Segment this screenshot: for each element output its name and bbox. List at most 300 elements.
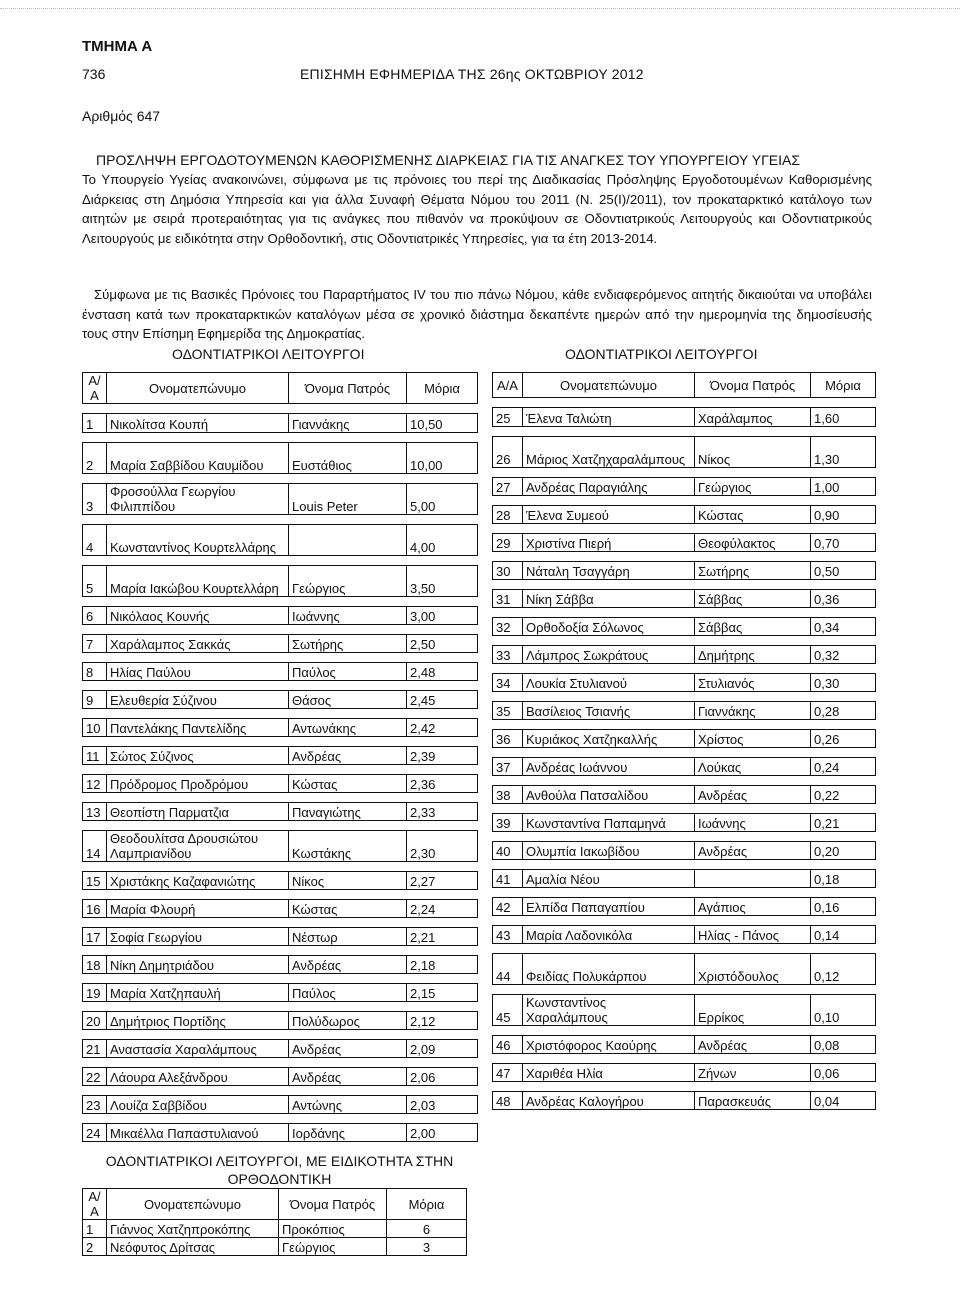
cell-points: 0,32: [811, 646, 876, 664]
table-row: [493, 730, 876, 748]
scan-edge: [0, 0, 960, 9]
cell-points: 1,30: [811, 437, 876, 468]
cell-father: Σωτήρης: [695, 562, 811, 580]
cell-aa: 41: [493, 870, 523, 888]
orthodontics-body: [83, 1220, 467, 1256]
cell-aa: 27: [493, 478, 523, 496]
cell-name: Νεόφυτος Δρίτσας: [107, 1238, 279, 1256]
table-row: [493, 1092, 876, 1110]
row-spacer: [493, 1054, 876, 1064]
row-spacer: [83, 946, 478, 956]
col-header-aa: Α/Α: [83, 1189, 107, 1220]
table-row: [83, 484, 478, 515]
cell-father: Παύλος: [289, 984, 407, 1002]
cell-aa: 2: [83, 443, 107, 474]
cell-aa: 1: [83, 1220, 107, 1238]
cell-aa: 40: [493, 842, 523, 860]
cell-points: 1,60: [811, 408, 876, 427]
row-spacer-cell: [83, 709, 478, 719]
cell-points: 0,04: [811, 1092, 876, 1110]
table-row: [83, 719, 478, 737]
cell-points: 2,36: [407, 775, 478, 793]
cell-aa: 47: [493, 1064, 523, 1082]
table-row: [83, 984, 478, 1002]
cell-aa: 10: [83, 719, 107, 737]
row-spacer: [493, 398, 876, 408]
cell-points: 0,26: [811, 730, 876, 748]
cell-points: 2,27: [407, 872, 478, 890]
cell-name: Μαρία Σαββίδου Καυμίδου: [107, 443, 289, 474]
cell-aa: 1: [83, 414, 107, 433]
cell-father: Ανδρέας: [289, 1040, 407, 1058]
cell-name: Μαρία Λαδονικόλα: [523, 926, 695, 944]
cell-points: 0,28: [811, 702, 876, 720]
table-row: [83, 1012, 478, 1030]
row-spacer-cell: [83, 1114, 478, 1124]
row-spacer: [83, 821, 478, 831]
cell-name: Ελευθερία Σύζινου: [107, 691, 289, 709]
cell-father: Κώστας: [695, 506, 811, 524]
table-row: [83, 900, 478, 918]
col-header-aa: Α/Α: [83, 373, 107, 404]
table-row: [493, 618, 876, 636]
cell-points: 2,15: [407, 984, 478, 1002]
cell-aa: 26: [493, 437, 523, 468]
row-spacer-cell: [493, 524, 876, 534]
row-spacer: [83, 1086, 478, 1096]
row-spacer: [83, 1058, 478, 1068]
table-row: [493, 702, 876, 720]
left-table-title: ΟΔΟΝΤΙΑΤΡΙΚΟΙ ΛΕΙΤΟΥΡΓΟΙ: [172, 346, 365, 362]
cell-aa: 35: [493, 702, 523, 720]
cell-name: Κυριάκος Χατζηκαλλής: [523, 730, 695, 748]
row-spacer-cell: [493, 692, 876, 702]
cell-name: Ορθοδοξία Σόλωνος: [523, 618, 695, 636]
row-spacer: [493, 944, 876, 954]
cell-name: Μαρία Χατζηπαυλή: [107, 984, 289, 1002]
cell-name: Ελπίδα Παπαγαπίου: [523, 898, 695, 916]
cell-father: Στυλιανός: [695, 674, 811, 692]
cell-father: Δημήτρης: [695, 646, 811, 664]
table-row: [83, 414, 478, 433]
cell-points: 2,21: [407, 928, 478, 946]
row-spacer: [83, 681, 478, 691]
table-row: [83, 1238, 467, 1256]
cell-father: [695, 870, 811, 888]
cell-father: Λούκας: [695, 758, 811, 776]
row-spacer-cell: [83, 862, 478, 872]
row-spacer-cell: [83, 918, 478, 928]
row-spacer: [493, 580, 876, 590]
cell-points: 0,36: [811, 590, 876, 608]
col-header-father: Όνομα Πατρός: [289, 373, 407, 404]
cell-aa: 20: [83, 1012, 107, 1030]
cell-father: Ζήνων: [695, 1064, 811, 1082]
row-spacer: [83, 1114, 478, 1124]
cell-name: Χαράλαμπος Σακκάς: [107, 635, 289, 653]
row-spacer-cell: [493, 608, 876, 618]
cell-aa: 30: [493, 562, 523, 580]
cell-aa: 25: [493, 408, 523, 427]
cell-father: Ιορδάνης: [289, 1124, 407, 1142]
cell-father: Χριστόδουλος: [695, 954, 811, 985]
cell-points: 3,00: [407, 607, 478, 625]
table-row: [83, 663, 478, 681]
cell-aa: 36: [493, 730, 523, 748]
table-row: [493, 478, 876, 496]
table-row: [493, 898, 876, 916]
table-row: [83, 956, 478, 974]
cell-name: Αναστασία Χαραλάμπους: [107, 1040, 289, 1058]
cell-name: Αμαλία Νέου: [523, 870, 695, 888]
cell-aa: 17: [83, 928, 107, 946]
applicants-table-left: [82, 372, 478, 1142]
row-spacer-cell: [83, 765, 478, 775]
cell-father: Σάββας: [695, 590, 811, 608]
row-spacer-cell: [83, 653, 478, 663]
row-spacer: [83, 433, 478, 443]
table-row: [493, 562, 876, 580]
row-spacer: [493, 1082, 876, 1092]
row-spacer: [83, 404, 478, 414]
cell-name: Ολυμπία Ιακωβίδου: [523, 842, 695, 860]
cell-father: Χρίστος: [695, 730, 811, 748]
row-spacer: [83, 556, 478, 566]
cell-father: Σάββας: [695, 618, 811, 636]
row-spacer-cell: [493, 944, 876, 954]
cell-points: 3: [387, 1238, 467, 1256]
cell-aa: 5: [83, 566, 107, 597]
orthodontics-table-title: ΟΔΟΝΤΙΑΤΡΙΚΟΙ ΛΕΙΤΟΥΡΓΟΙ, ΜΕ ΕΙΔΙΚΟΤΗΤΑ ΣΤΗΝ ΟΡΘΟΔΟΝΤΙΚΗ: [105, 1153, 454, 1187]
cell-aa: 31: [493, 590, 523, 608]
cell-aa: 15: [83, 872, 107, 890]
cell-aa: 14: [83, 831, 107, 862]
row-spacer-cell: [493, 888, 876, 898]
row-spacer: [493, 608, 876, 618]
notice-heading: ΠΡΟΣΛΗΨΗ ΕΡΓΟΔΟΤΟΥΜΕΝΩΝ ΚΑΘΟΡΙΣΜΕΝΗΣ ΔΙΑΡΚΕΙΑΣ ΓΙΑ ΤΙΣ ΑΝΑΓΚΕΣ ΤΟΥ ΥΠΟΥΡΓΕΙΟΥ ΥΓΕΙΑΣ: [96, 152, 800, 168]
cell-points: 2,50: [407, 635, 478, 653]
cell-father: Σωτήρης: [289, 635, 407, 653]
row-spacer-cell: [493, 1026, 876, 1036]
table-row: [493, 995, 876, 1026]
row-spacer-cell: [493, 664, 876, 674]
cell-aa: 44: [493, 954, 523, 985]
row-spacer: [83, 737, 478, 747]
cell-aa: 6: [83, 607, 107, 625]
row-spacer: [83, 765, 478, 775]
table-row: [83, 443, 478, 474]
row-spacer-cell: [83, 1058, 478, 1068]
cell-name: Ανθούλα Πατσαλίδου: [523, 786, 695, 804]
cell-aa: 4: [83, 525, 107, 556]
cell-points: 0,90: [811, 506, 876, 524]
cell-father: Χαράλαμπος: [695, 408, 811, 427]
cell-points: 2,06: [407, 1068, 478, 1086]
cell-name: Ηλίας Παύλου: [107, 663, 289, 681]
row-spacer-cell: [493, 398, 876, 408]
intro-paragraph: Το Υπουργείο Υγείας ανακοινώνει, σύμφωνα με τις πρόνοιες του περί της Διαδικασίας Πρόσληψης Εργοδοτουμένων Καθορισμένης Διάρκειας στη Δημόσια Υπηρεσία και για άλλα Συναφή Θέματα Νόμου του 2011 (Ν. 25(Ι)/2011), τον προκαταρκτικό κατάλογο των αιτητών με σειρά προτεραιότητας για τις ανάγκες που πιθανόν να προκύψουν σε Οδοντιατρικούς Λειτουργούς και Οδοντιατρικούς Λειτουργούς με ειδικότητα στην Ορθοδοντική, στις Οδοντιατρικές Υπηρεσίες, για τα έτη 2013-2014.: [82, 172, 872, 246]
cell-points: 0,50: [811, 562, 876, 580]
table-row: [83, 691, 478, 709]
cell-name: Κωνσταντίνα Παπαμηνά: [523, 814, 695, 832]
cell-points: 0,10: [811, 995, 876, 1026]
row-spacer-cell: [83, 821, 478, 831]
cell-points: 2,45: [407, 691, 478, 709]
col-header-aa: Α/Α: [493, 373, 523, 398]
cell-father: Ερρίκος: [695, 995, 811, 1026]
row-spacer: [493, 776, 876, 786]
cell-points: 0,14: [811, 926, 876, 944]
cell-father: Αντώνης: [289, 1096, 407, 1114]
cell-name: Γιάννος Χατζηπροκόπης: [107, 1220, 279, 1238]
row-spacer-cell: [83, 556, 478, 566]
page-number: 736: [82, 66, 106, 82]
row-spacer-cell: [493, 720, 876, 730]
cell-father: Ηλίας - Πάνος: [695, 926, 811, 944]
cell-aa: 33: [493, 646, 523, 664]
cell-father: Θάσος: [289, 691, 407, 709]
table-row: [83, 1220, 467, 1238]
cell-father: Ανδρέας: [695, 842, 811, 860]
row-spacer-cell: [493, 985, 876, 995]
cell-aa: 22: [83, 1068, 107, 1086]
col-header-father: Όνομα Πατρός: [695, 373, 811, 398]
cell-name: Λάουρα Αλεξάνδρου: [107, 1068, 289, 1086]
cell-aa: 12: [83, 775, 107, 793]
cell-name: Σώτος Σύζινος: [107, 747, 289, 765]
col-header-points: Μόρια: [387, 1189, 467, 1220]
cell-name: Μαρία Φλουρή: [107, 900, 289, 918]
cell-points: 2,33: [407, 803, 478, 821]
cell-points: 2,12: [407, 1012, 478, 1030]
cell-name: Κωνσταντίνος Κουρτελλάρης: [107, 525, 289, 556]
cell-father: Παύλος: [289, 663, 407, 681]
col-header-father: Όνομα Πατρός: [279, 1189, 387, 1220]
table-row: [83, 775, 478, 793]
table-row: [493, 534, 876, 552]
row-spacer-cell: [493, 804, 876, 814]
table-row: [493, 842, 876, 860]
row-spacer: [83, 597, 478, 607]
row-spacer: [83, 890, 478, 900]
table-row: [83, 747, 478, 765]
row-spacer: [493, 860, 876, 870]
cell-name: Μικαέλλα Παπαστυλιανού: [107, 1124, 289, 1142]
table-row: [83, 1068, 478, 1086]
cell-aa: 18: [83, 956, 107, 974]
cell-name: Θεοδουλίτσα Δρουσιώτου Λαμπριανίδου: [107, 831, 289, 862]
table-row: [83, 872, 478, 890]
cell-name: Χαριθέα Ηλία: [523, 1064, 695, 1082]
row-spacer-cell: [83, 433, 478, 443]
row-spacer: [493, 1026, 876, 1036]
cell-aa: 32: [493, 618, 523, 636]
row-spacer: [493, 524, 876, 534]
table-row: [493, 674, 876, 692]
row-spacer-cell: [493, 916, 876, 926]
cell-father: Νέστωρ: [289, 928, 407, 946]
row-spacer: [493, 985, 876, 995]
cell-points: 6: [387, 1220, 467, 1238]
cell-name: Φειδίας Πολυκάρπου: [523, 954, 695, 985]
row-spacer: [493, 664, 876, 674]
table-row: [493, 408, 876, 427]
cell-father: Ανδρέας: [289, 956, 407, 974]
cell-points: 5,00: [407, 484, 478, 515]
cell-aa: 46: [493, 1036, 523, 1054]
row-spacer: [83, 918, 478, 928]
row-spacer: [83, 1002, 478, 1012]
right-table-title: ΟΔΟΝΤΙΑΤΡΙΚΟΙ ΛΕΙΤΟΥΡΓΟΙ: [565, 346, 758, 362]
cell-name: Χριστόφορος Καούρης: [523, 1036, 695, 1054]
cell-father: Νίκος: [695, 437, 811, 468]
cell-father: Ανδρέας: [289, 747, 407, 765]
cell-name: Μάριος Χατζηχαραλάμπους: [523, 437, 695, 468]
row-spacer-cell: [493, 636, 876, 646]
row-spacer-cell: [83, 681, 478, 691]
row-spacer-cell: [83, 1086, 478, 1096]
row-spacer: [83, 862, 478, 872]
cell-points: 10,50: [407, 414, 478, 433]
row-spacer: [83, 974, 478, 984]
cell-aa: 38: [493, 786, 523, 804]
cell-father: Γεώργιος: [695, 478, 811, 496]
cell-father: Θεοφύλακτος: [695, 534, 811, 552]
cell-name: Παντελάκης Παντελίδης: [107, 719, 289, 737]
table-row: [493, 1064, 876, 1082]
cell-name: Δημήτριος Πορτίδης: [107, 1012, 289, 1030]
table-row: [83, 803, 478, 821]
row-spacer-cell: [493, 552, 876, 562]
table-row: [493, 1036, 876, 1054]
row-spacer-cell: [83, 515, 478, 525]
row-spacer: [83, 474, 478, 484]
cell-points: 2,42: [407, 719, 478, 737]
cell-father: Γιαννάκης: [289, 414, 407, 433]
section-label: ΤΜΗΜΑ Α: [82, 38, 153, 55]
cell-aa: 8: [83, 663, 107, 681]
cell-aa: 24: [83, 1124, 107, 1142]
cell-father: Γεώργιος: [289, 566, 407, 597]
orthodontics-table: [82, 1188, 467, 1256]
cell-father: Ευστάθιος: [289, 443, 407, 474]
cell-name: Χριστάκης Καζαφανιώτης: [107, 872, 289, 890]
cell-aa: 16: [83, 900, 107, 918]
row-spacer-cell: [493, 1054, 876, 1064]
cell-aa: 48: [493, 1092, 523, 1110]
cell-points: 0,18: [811, 870, 876, 888]
cell-name: Νίκη Δημητριάδου: [107, 956, 289, 974]
cell-father: Γιαννάκης: [695, 702, 811, 720]
cell-points: 10,00: [407, 443, 478, 474]
row-spacer: [83, 653, 478, 663]
table-row: [83, 1124, 478, 1142]
cell-father: Πολύδωρος: [289, 1012, 407, 1030]
cell-name: Πρόδρομος Προδρόμου: [107, 775, 289, 793]
cell-father: Γεώργιος: [279, 1238, 387, 1256]
cell-points: 0,30: [811, 674, 876, 692]
row-spacer-cell: [83, 737, 478, 747]
applicants-table-right: [492, 372, 876, 1110]
cell-father: Νίκος: [289, 872, 407, 890]
cell-name: Ανδρέας Παραγιάλης: [523, 478, 695, 496]
cell-name: Ανδρέας Καλογήρου: [523, 1092, 695, 1110]
row-spacer-cell: [493, 496, 876, 506]
cell-points: 0,34: [811, 618, 876, 636]
cell-father: Ανδρέας: [695, 1036, 811, 1054]
cell-aa: 28: [493, 506, 523, 524]
cell-name: Λουίζα Σαββίδου: [107, 1096, 289, 1114]
cell-name: Λουκία Στυλιανού: [523, 674, 695, 692]
row-spacer: [83, 515, 478, 525]
row-spacer-cell: [83, 946, 478, 956]
applicants-right-body: [493, 398, 876, 1110]
row-spacer: [83, 793, 478, 803]
cell-aa: 7: [83, 635, 107, 653]
cell-points: 2,39: [407, 747, 478, 765]
table-row: [493, 786, 876, 804]
cell-name: Νίκη Σάββα: [523, 590, 695, 608]
row-spacer: [83, 709, 478, 719]
cell-father: Louis Peter: [289, 484, 407, 515]
table-row: [83, 525, 478, 556]
row-spacer: [493, 468, 876, 478]
col-header-name: Ονοματεπώνυμο: [107, 373, 289, 404]
cell-father: Ιωάννης: [695, 814, 811, 832]
row-spacer-cell: [493, 580, 876, 590]
cell-father: Αντωνάκης: [289, 719, 407, 737]
cell-name: Έλενα Ταλιώτη: [523, 408, 695, 427]
row-spacer: [493, 552, 876, 562]
cell-name: Νάταλη Τσαγγάρη: [523, 562, 695, 580]
row-spacer-cell: [83, 974, 478, 984]
cell-points: 0,08: [811, 1036, 876, 1054]
row-spacer: [493, 720, 876, 730]
cell-father: Παρασκευάς: [695, 1092, 811, 1110]
row-spacer: [493, 748, 876, 758]
col-header-points: Μόρια: [811, 373, 876, 398]
cell-father: Παναγιώτης: [289, 803, 407, 821]
cell-father: [289, 525, 407, 556]
table-row: [493, 506, 876, 524]
cell-aa: 37: [493, 758, 523, 776]
row-spacer: [83, 1030, 478, 1040]
cell-points: 0,20: [811, 842, 876, 860]
cell-points: 0,16: [811, 898, 876, 916]
cell-name: Κωνσταντίνος Χαραλάμπους: [523, 995, 695, 1026]
cell-points: 2,48: [407, 663, 478, 681]
cell-aa: 42: [493, 898, 523, 916]
row-spacer-cell: [493, 468, 876, 478]
cell-name: Φροσούλλα Γεωργίου Φιλιππίδου: [107, 484, 289, 515]
cell-aa: 23: [83, 1096, 107, 1114]
row-spacer-cell: [493, 832, 876, 842]
cell-father: Κώστας: [289, 775, 407, 793]
cell-points: 2,03: [407, 1096, 478, 1114]
col-header-name: Ονοματεπώνυμο: [523, 373, 695, 398]
cell-points: 0,21: [811, 814, 876, 832]
col-header-name: Ονοματεπώνυμο: [107, 1189, 279, 1220]
row-spacer: [493, 427, 876, 437]
table-row: [493, 758, 876, 776]
cell-points: 4,00: [407, 525, 478, 556]
row-spacer-cell: [493, 776, 876, 786]
cell-aa: 13: [83, 803, 107, 821]
table-row: [493, 437, 876, 468]
cell-points: 2,24: [407, 900, 478, 918]
cell-points: 0,22: [811, 786, 876, 804]
cell-father: Αγάπιος: [695, 898, 811, 916]
